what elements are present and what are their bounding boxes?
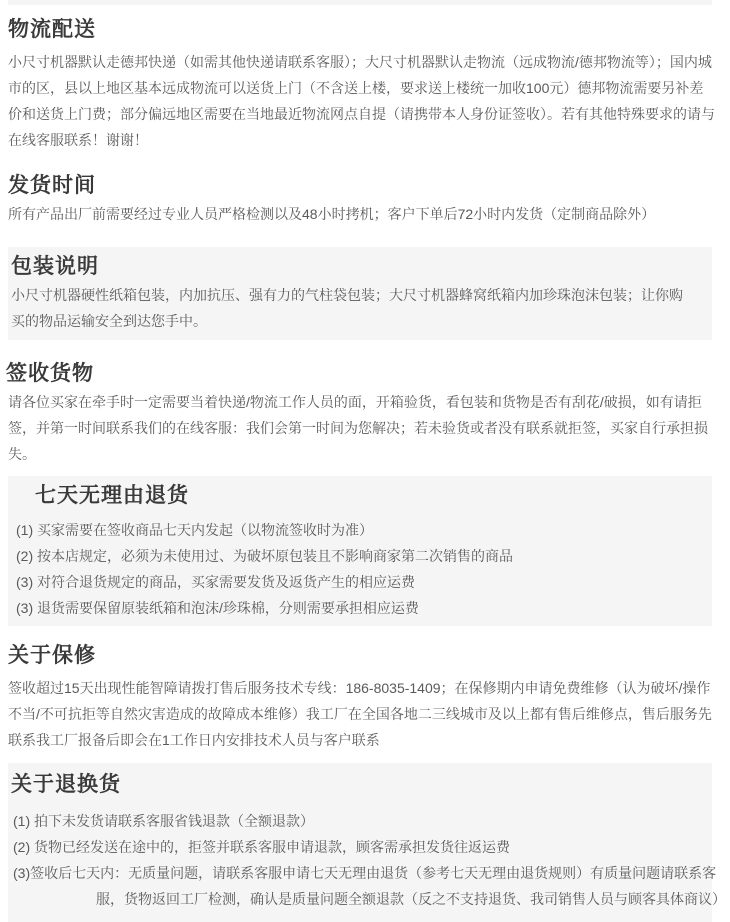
section-title-sign-goods: 签收货物 (6, 362, 94, 385)
list-item-continuation: 服，货物返回工厂检测，确认是质量问题全额退款（反之不支持退货、我司销售人员与顾客具体商议） (96, 891, 726, 907)
section-shipping-time (0, 173, 730, 227)
section-seven-day-return (8, 476, 712, 626)
section-title-logistics: 物流配送 (8, 18, 96, 41)
section-title-packaging: 包装说明 (11, 255, 99, 278)
section-about-returns-exchange (8, 763, 726, 922)
returns-exchange-list (8, 808, 726, 912)
section-paragraph-shipping-time: 所有产品出厂前需要经过专业人员严格检测以及48小时拷机；客户下单后72小时内发货（定制商品除外） (8, 206, 656, 222)
section-sign-for-goods (0, 361, 730, 467)
seven-day-return-list (8, 517, 712, 621)
list-item: (1) 买家需要在签收商品七天内发起（以物流签收时为准） (16, 522, 373, 538)
list-item: (3) 退货需要保留原装纸箱和泡沫/珍珠棉，分则需要承担相应运费 (16, 600, 419, 616)
section-packaging-notes (8, 247, 712, 340)
section-paragraph-packaging: 小尺寸机器硬性纸箱包装，内加抗压、强有力的气柱袋包装；大尺寸机器蜂窝纸箱内加珍珠泡沫包装；让你购买的物品运输安全到达您手中。 (11, 287, 683, 329)
top-gray-strip (8, 0, 712, 5)
section-paragraph-sign-goods: 请各位买家在牵手时一定需要当着快递/物流工作人员的面，开箱验货，看包装和货物是否有刮花/破损，如有请拒签，并第一时间联系我们的在线客服：我们会第一时间为您解决；若未验货或者没有联系就拒签，买家自行承担损失。 (8, 394, 708, 462)
section-paragraph-logistics: 小尺寸机器默认走德邦快递（如需其他快递请联系客服）；大尺寸机器默认走物流（远成物流/德邦物流等）；国内城市的区，县以上地区基本远成物流可以送货上门（不含送上楼，要求送上楼统一加收100元）德邦物流需要另补差价和送货上门费；部分偏远地区需要在当地最近物流网点自提（请携带本人身份证签收）。若有其他特殊要求的请与在线客服联系！谢谢！ (8, 54, 715, 148)
section-paragraph-warranty: 签收超过15天出现性能智障请拨打售后服务技术专线：186-8035-1409；在保修期内申请免费维修（认为破坏/操作不当/不可抗拒等自然灾害造成的故障成本维修）我工厂在全国各地二三线城市及以上都有售后维修点，售后服务先联系我工厂报备后即会在1工作日内安排技术人员与客户联系 (8, 680, 712, 748)
list-item: (2) 货物已经发送在途中的，拒签并联系客服申请退款，顾客需承担发货往返运费 (13, 839, 510, 855)
section-about-warranty (0, 643, 730, 753)
list-item: (3)签收后七天内：无质量问题，请联系客服申请七天无理由退货（参考七天无理由退货规则）有质量问题请联系客 (13, 865, 717, 881)
section-title-returns-exchange: 关于退换货 (11, 773, 121, 796)
section-title-warranty: 关于保修 (8, 644, 96, 667)
list-item: (1) 拍下未发货请联系客服省钱退款（全额退款） (13, 813, 314, 829)
list-item: (2) 按本店规定，必须为未使用过、为破坏原包装且不影响商家第二次销售的商品 (16, 548, 513, 564)
section-title-shipping-time: 发货时间 (8, 174, 96, 197)
section-logistics-delivery (0, 17, 730, 153)
section-title-seven-day-return: 七天无理由退货 (35, 484, 189, 507)
list-item: (3) 对符合退货规定的商品，买家需要发货及返货产生的相应运费 (16, 574, 415, 590)
